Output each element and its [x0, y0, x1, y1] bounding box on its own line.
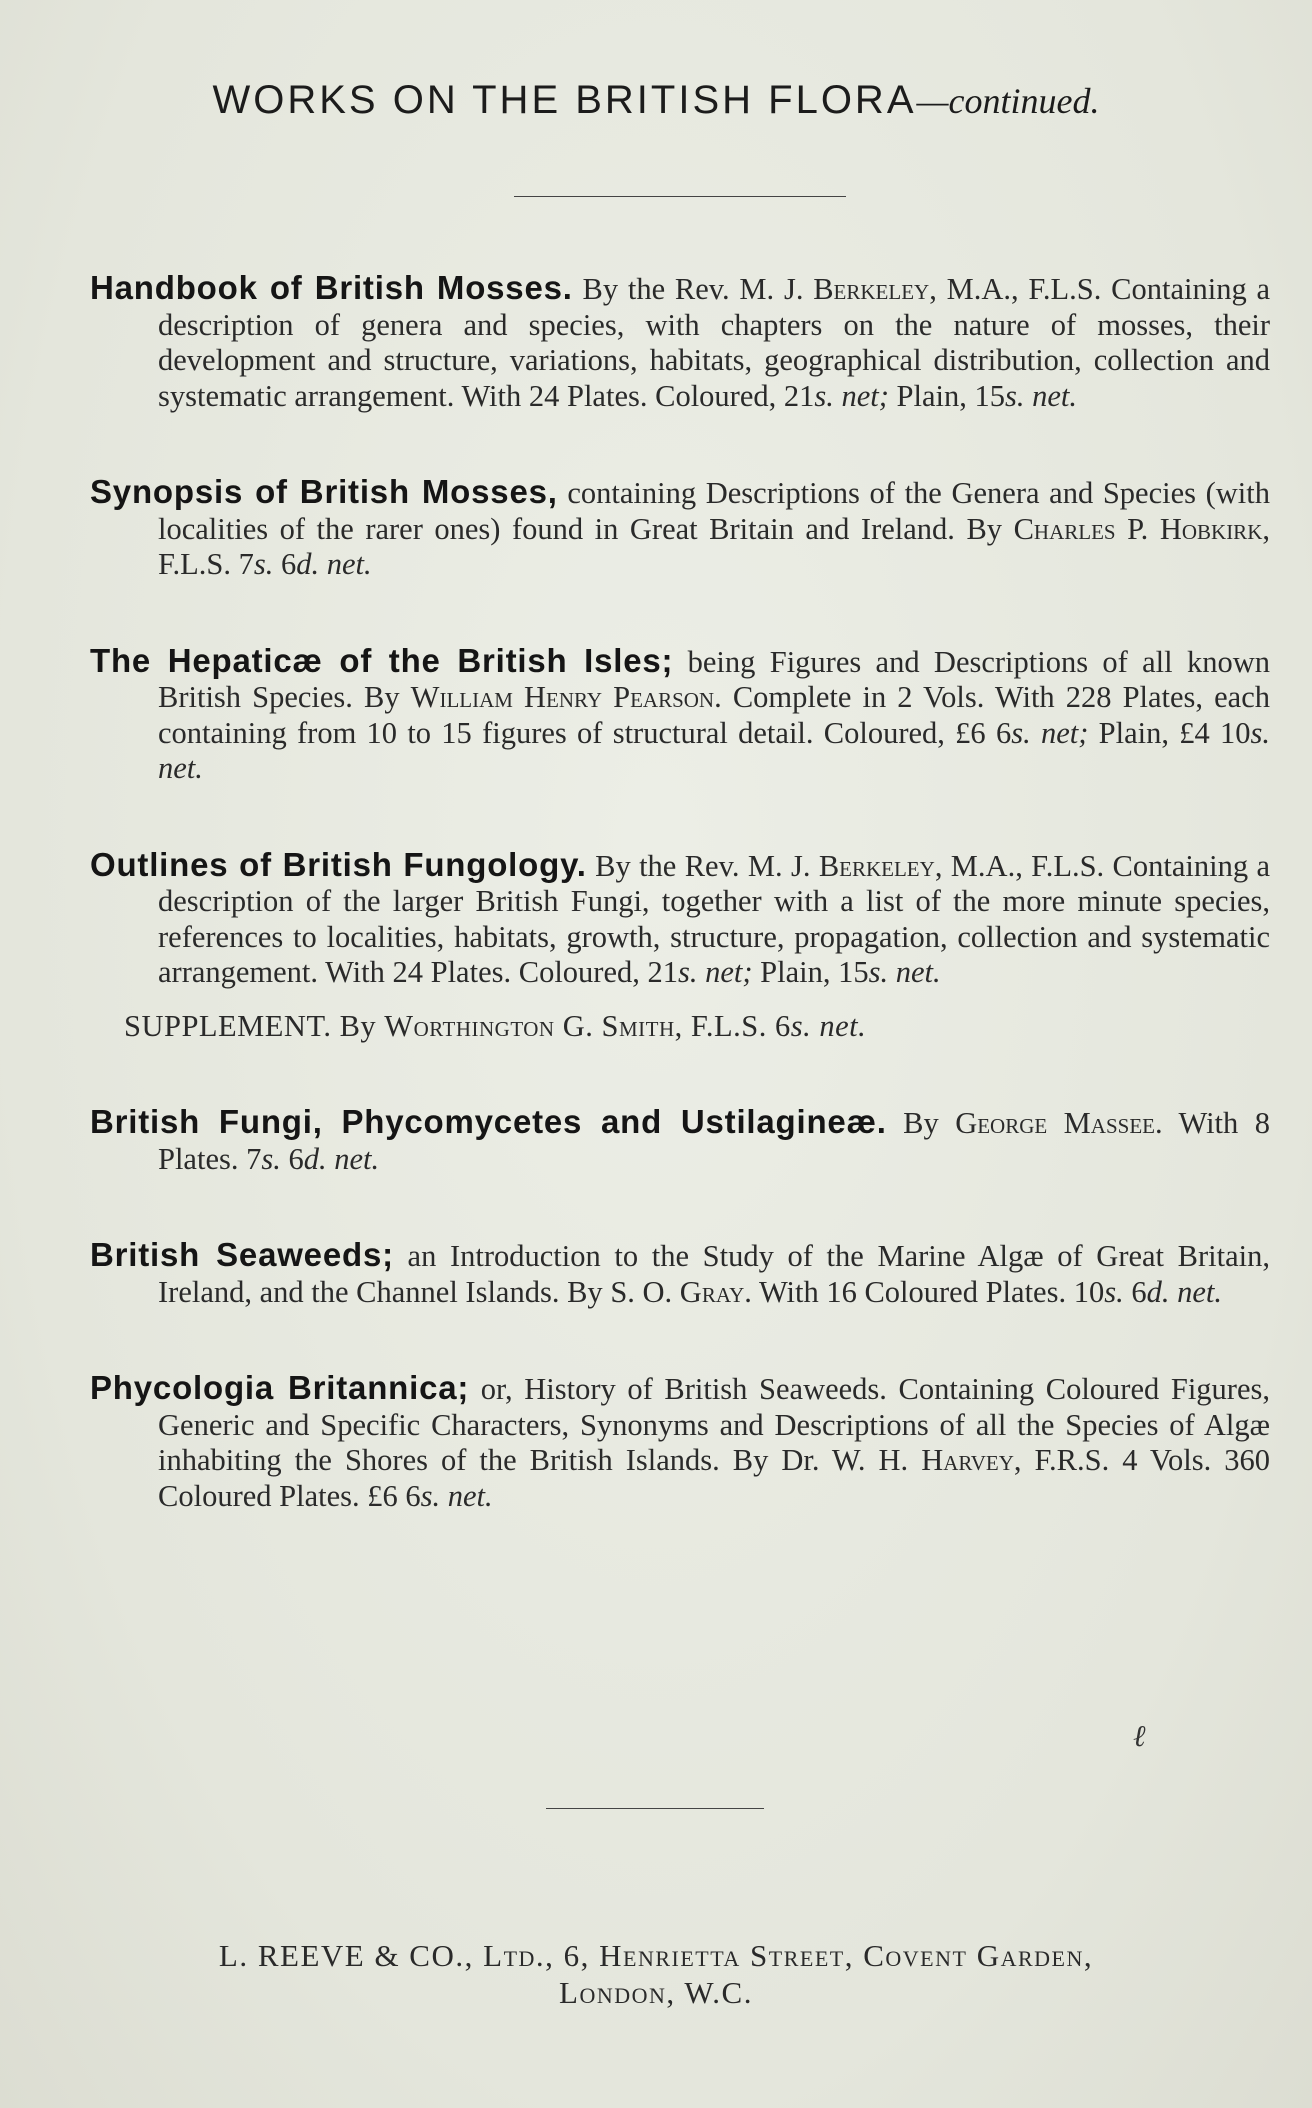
- book-entry-fungology: Outlines of British Fungology. By the Rev. M. J. Berkeley, M.A., F.L.S. Containing a description of the larger British Fungi, together with a list of the more minute species, references to localities, habitats, growth, structure, propagation, collection and systematic arrangement. With 24 Plates. Coloured, 21s. net; Plain, 15s. net.: [90, 845, 1270, 989]
- supplement-label: SUPPLEMENT.: [124, 1008, 332, 1043]
- supplement-entry: SUPPLEMENT. By Worthington G. Smith, F.L.S. 6s. net.: [124, 1008, 867, 1043]
- imprint-line-2: London, W.C.: [559, 1975, 753, 2010]
- book-entry-british-fungi: British Fungi, Phycomycetes and Ustilagineæ. By George Massee. With 8 Plates. 7s. 6d. net.: [90, 1103, 1270, 1176]
- top-divider: [514, 196, 846, 197]
- book-title: Phycologia Britannica;: [90, 1369, 470, 1406]
- publisher-imprint: [0, 1937, 1312, 2011]
- author-name: Berkeley: [818, 848, 935, 883]
- author-name: S. O. Gray: [610, 1274, 745, 1309]
- author-name: George Massee: [955, 1106, 1155, 1140]
- book-title: Handbook of British Mosses.: [90, 269, 573, 306]
- stray-pencil-mark: ℓ: [1133, 1720, 1146, 1753]
- author-name: Berkeley: [813, 272, 930, 306]
- bottom-divider: [546, 1808, 764, 1809]
- author-name: William Henry Pearson: [410, 680, 715, 714]
- book-title: Outlines of British Fungology.: [90, 845, 587, 883]
- book-entry-british-seaweeds: British Seaweeds; an Introduction to the Study of the Marine Algæ of Great Britain, Ireland, and the Channel Islands. By S. O. Gray. With 16 Coloured Plates. 10s. 6d. net.: [90, 1236, 1271, 1309]
- author-name: Charles P. Hobkirk: [1013, 511, 1263, 546]
- imprint-line-1: L. REEVE & CO., Ltd., 6, Henrietta Street, Covent Garden,: [218, 1938, 1094, 1973]
- heading-continued: —continued.: [916, 81, 1100, 121]
- book-title: Synopsis of British Mosses,: [90, 473, 558, 510]
- author-name: Harvey: [921, 1443, 1014, 1477]
- book-title: The Hepaticæ of the British Isles;: [90, 641, 674, 679]
- book-title: British Fungi, Phycomycetes and Ustilagineæ.: [90, 1103, 887, 1140]
- book-entry-hepaticae: The Hepaticæ of the British Isles; being Figures and Descriptions of all known British Species. By William Henry Pearson. Complete in 2 Vols. With 228 Plates, each containing from 10 to 15 figures of structural detail. Coloured, £6 6s. net; Plain, £4 10s. net.: [90, 641, 1271, 785]
- book-list: [90, 270, 1270, 1514]
- book-entry-phycologia: Phycologia Britannica; or, History of British Seaweeds. Containing Coloured Figures, Generic and Specific Characters, Synonyms and Descriptions of all the Species of Algæ inhabiting the Shores of the British Islands. By Dr. W. H. Harvey, F.R.S. 4 Vols. 360 Coloured Plates. £6 6s. net.: [90, 1369, 1270, 1513]
- book-entry-handbook-mosses: Handbook of British Mosses. By the Rev. M. J. Berkeley, M.A., F.L.S. Containing a description of genera and species, with chapters on the nature of mosses, their development and structure, variations, habitats, geographical distribution, collection and systematic arrangement. With 24 Plates. Coloured, 21s. net; Plain, 15s. net.: [90, 269, 1271, 413]
- author-name: Worthington G. Smith: [384, 1008, 675, 1043]
- page-heading: [0, 78, 1312, 123]
- book-title: British Seaweeds;: [90, 1236, 394, 1273]
- book-entry-synopsis-mosses: Synopsis of British Mosses, containing Descriptions of the Genera and Species (with localities of the rarer ones) found in Great Britain and Ireland. By Charles P. Hobkirk, F.L.S. 7s. 6d. net.: [90, 473, 1271, 581]
- heading-main: WORKS ON THE BRITISH FLORA: [212, 78, 917, 122]
